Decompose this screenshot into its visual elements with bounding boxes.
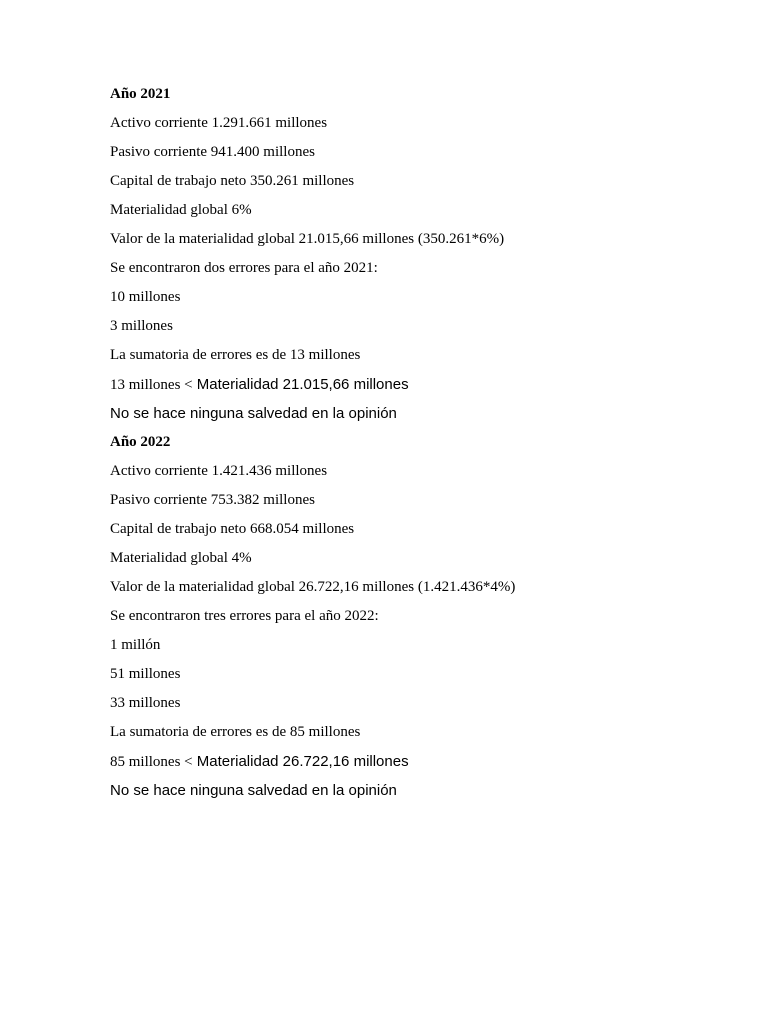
sumatoria-2022: La sumatoria de errores es de 85 millones <box>110 724 361 740</box>
comparacion-2021-left: 13 millones < <box>110 377 193 393</box>
activo-2022: Activo corriente 1.421.436 millones <box>110 463 328 479</box>
errores-intro-2022: Se encontraron tres errores para el año 2022: <box>110 608 379 624</box>
materialidad-2022: Materialidad global 4% <box>110 550 252 566</box>
capital-2022: Capital de trabajo neto 668.054 millones <box>110 521 355 537</box>
error-item-2022-2: 51 millones <box>110 666 181 682</box>
conclusion-2022: No se hace ninguna salvedad en la opinión <box>110 782 397 799</box>
activo-2021: Activo corriente 1.291.661 millones <box>110 115 328 131</box>
pasivo-2022: Pasivo corriente 753.382 millones <box>110 492 315 508</box>
heading-2021: Año 2021 <box>110 86 171 102</box>
heading-2022: Año 2022 <box>110 434 171 450</box>
conclusion-2021: No se hace ninguna salvedad en la opinión <box>110 405 397 422</box>
error-item-2021-1: 10 millones <box>110 289 181 305</box>
comparacion-2022 <box>110 752 730 781</box>
comparacion-2022-right: Materialidad 26.722,16 millones <box>192 753 409 770</box>
comparacion-2021 <box>110 375 730 404</box>
capital-2021: Capital de trabajo neto 350.261 millones <box>110 173 355 189</box>
document-page <box>110 85 730 810</box>
comparacion-2021-right: Materialidad 21.015,66 millones <box>192 376 409 393</box>
error-item-2022-1: 1 millón <box>110 637 161 653</box>
comparacion-2022-left: 85 millones < <box>110 754 193 770</box>
pasivo-2021: Pasivo corriente 941.400 millones <box>110 144 315 160</box>
valor-2022: Valor de la materialidad global 26.722,16 millones (1.421.436*4%) <box>110 579 516 595</box>
valor-2021: Valor de la materialidad global 21.015,66 millones (350.261*6%) <box>110 231 505 247</box>
errores-intro-2021: Se encontraron dos errores para el año 2021: <box>110 260 378 276</box>
error-item-2022-3: 33 millones <box>110 695 181 711</box>
sumatoria-2021: La sumatoria de errores es de 13 millones <box>110 347 361 363</box>
materialidad-2021: Materialidad global 6% <box>110 202 252 218</box>
error-item-2021-2: 3 millones <box>110 318 173 334</box>
